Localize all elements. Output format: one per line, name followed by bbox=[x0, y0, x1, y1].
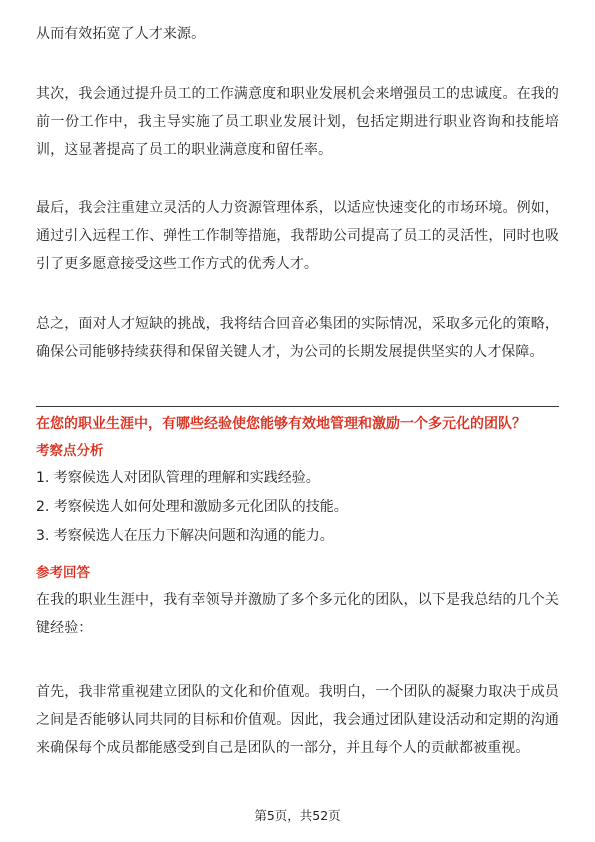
paragraph-final-point: 最后，我会注重建立灵活的人力资源管理体系，以适应快速变化的市场环境。例如，通过引入远程工作、弹性工作制等措施，我帮助公司提高了员工的灵活性，同时也吸引了更多愿意接受这些工作方式的优秀人才。 bbox=[36, 200, 559, 272]
answer-first-point: 首先，我非常重视建立团队的文化和价值观。我明白，一个团队的凝聚力取决于成员之间是否能够认同共同的目标和价值观。因此，我会通过团队建设活动和定期的沟通来确保每个成员都能感受到自己是团队的一部分，并且每个人的贡献都被重视。 bbox=[36, 684, 559, 756]
analysis-heading: 考察点分析 bbox=[36, 443, 104, 459]
paragraph-second-point: 其次，我会通过提升员工的工作满意度和职业发展机会来增强员工的忠诚度。在我的前一份工作中，我主导实施了员工职业发展计划，包括定期进行职业咨询和技能培训，这显著提高了员工的职业满意度和留任率。 bbox=[36, 86, 559, 158]
analysis-point: 2. 考察候选人如何处理和激励多元化团队的技能。 bbox=[36, 499, 348, 515]
interview-question: 在您的职业生涯中，有哪些经验使您能够有效地管理和激励一个多元化的团队？ bbox=[36, 416, 526, 432]
section-divider bbox=[36, 406, 559, 407]
paragraph-conclusion: 总之，面对人才短缺的挑战，我将结合回音必集团的实际情况，采取多元化的策略，确保公司能够持续获得和保留关键人才，为公司的长期发展提供坚实的人才保障。 bbox=[36, 316, 559, 360]
answer-heading: 参考回答 bbox=[36, 565, 90, 581]
paragraph-continuation: 从而有效拓宽了人才来源。 bbox=[36, 26, 206, 42]
analysis-points-list bbox=[36, 464, 559, 551]
analysis-point: 1. 考察候选人对团队管理的理解和实践经验。 bbox=[36, 470, 320, 486]
analysis-point: 3. 考察候选人在压力下解决问题和沟通的能力。 bbox=[36, 528, 334, 544]
answer-intro: 在我的职业生涯中，我有幸领导并激励了多个多元化的团队，以下是我总结的几个关键经验： bbox=[36, 592, 559, 636]
page-number: 第5页，共52页 bbox=[254, 808, 341, 823]
